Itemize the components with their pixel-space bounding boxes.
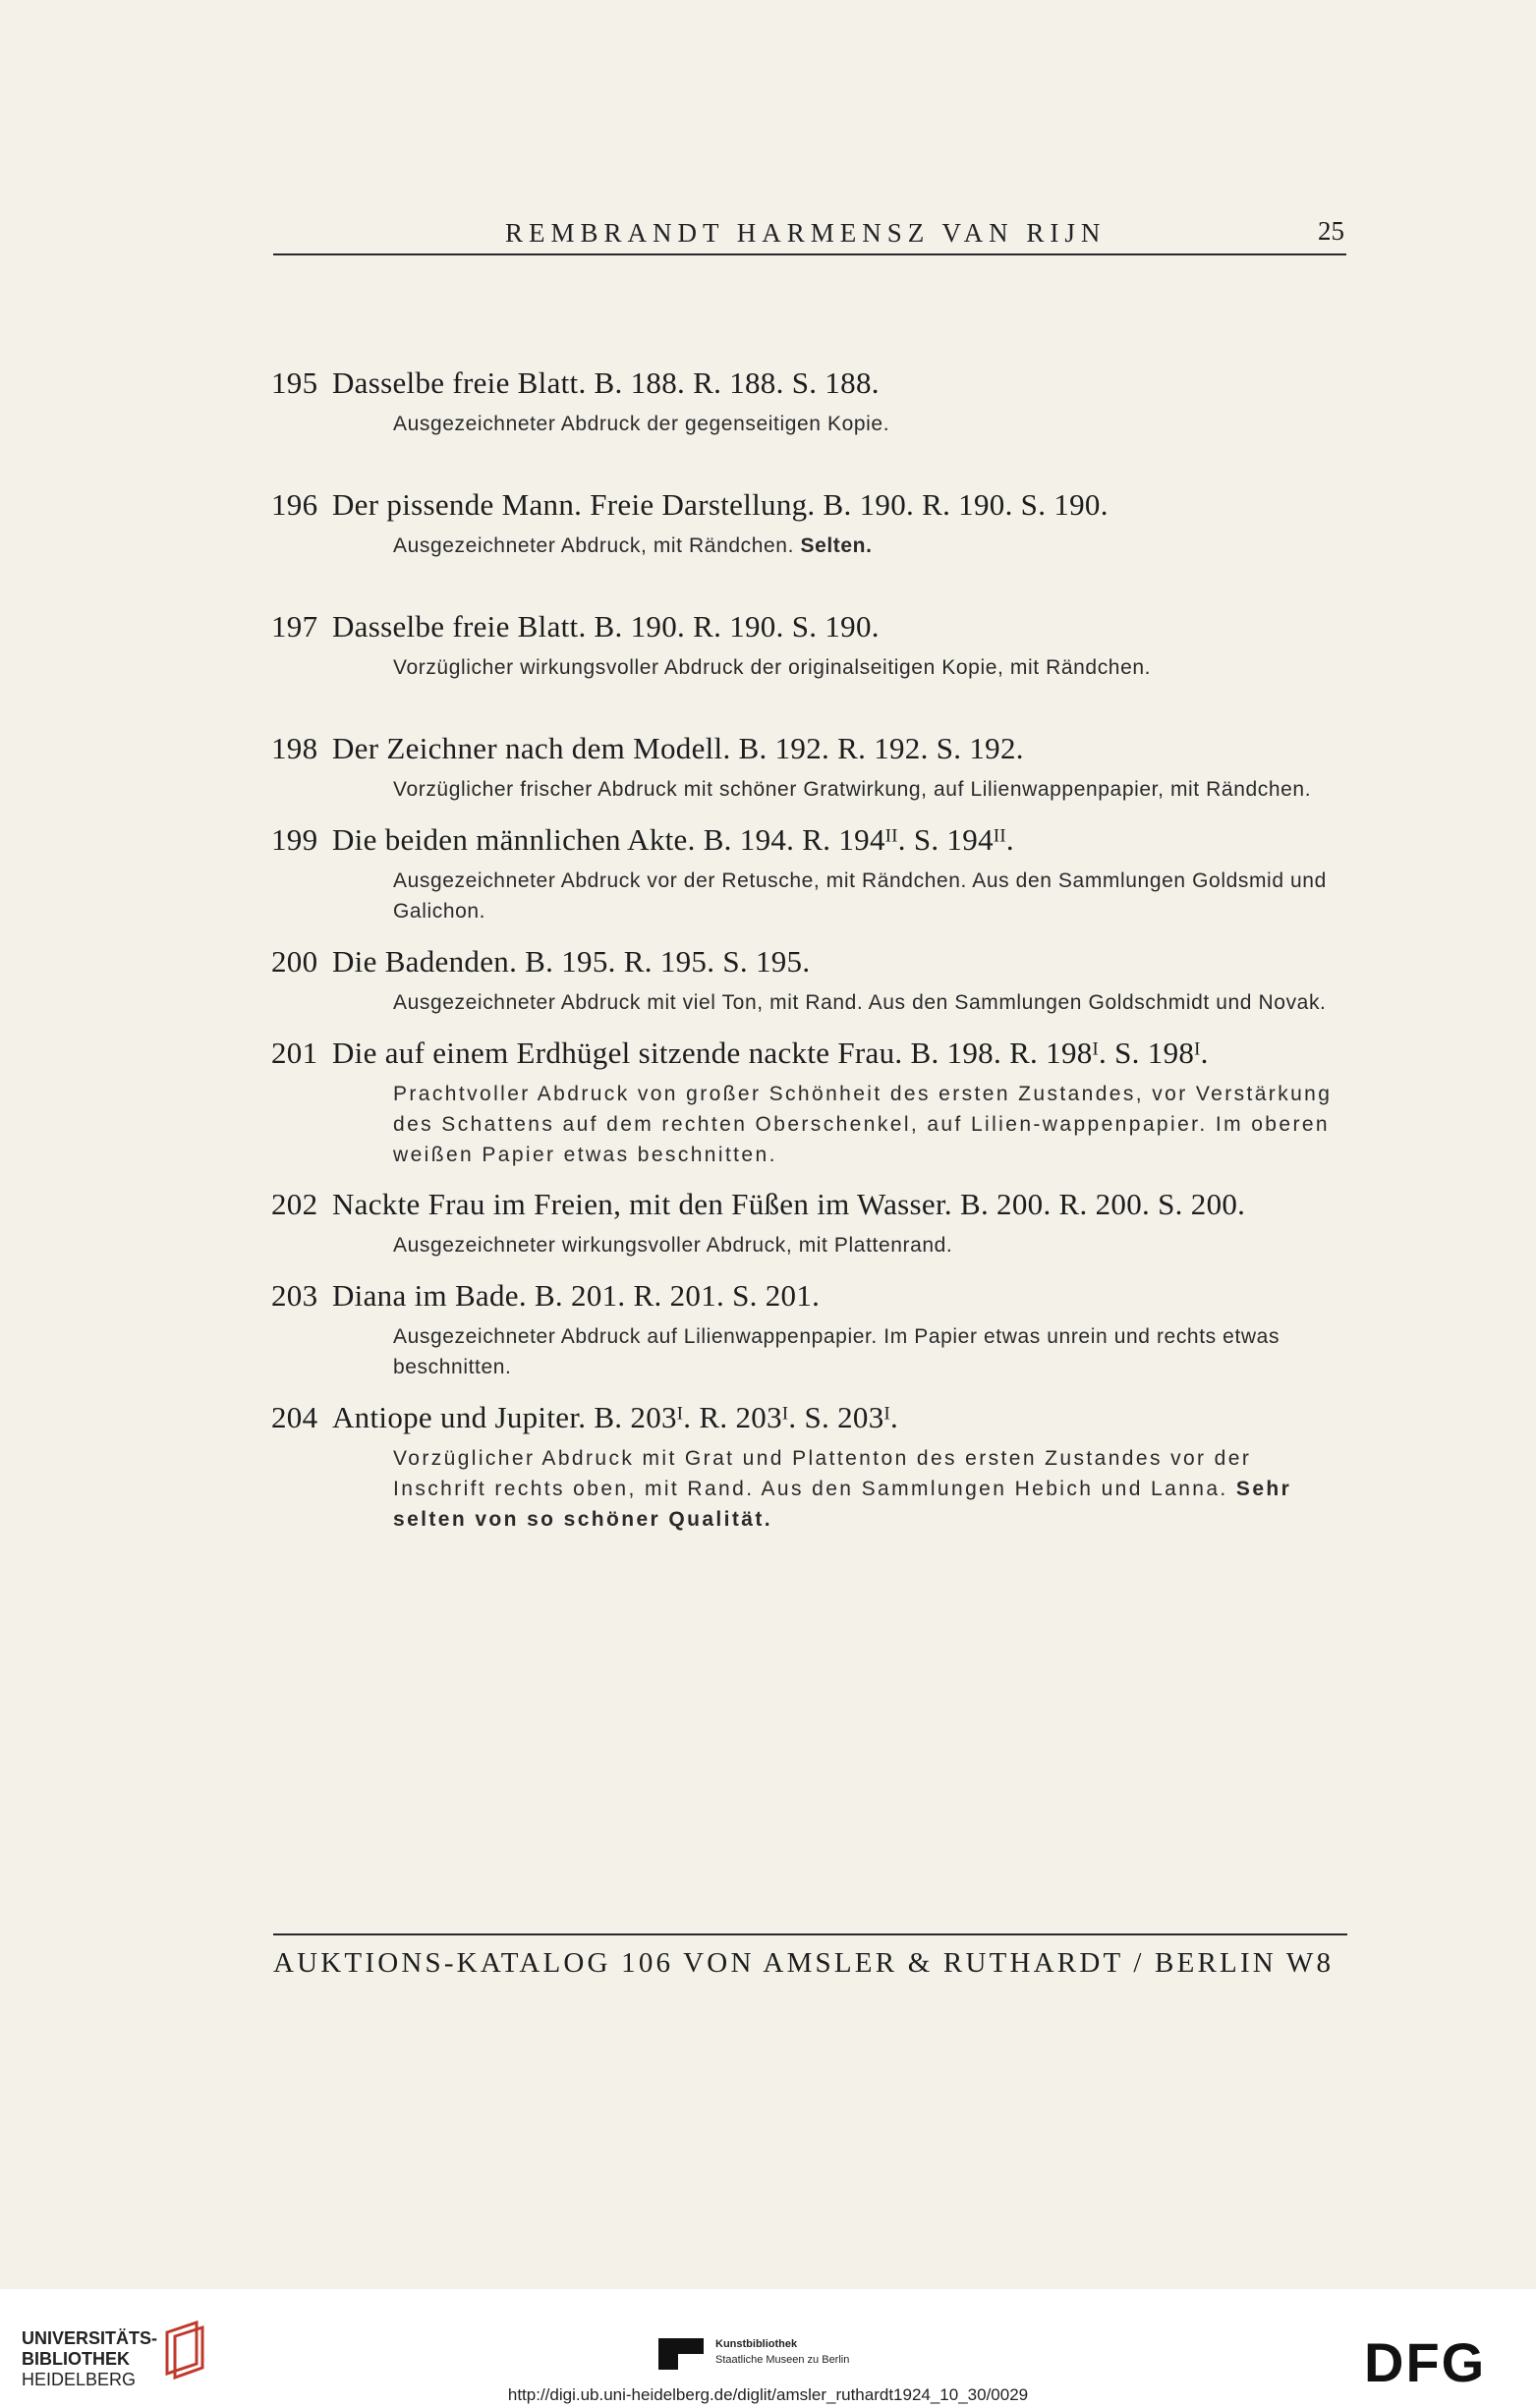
ub-logo-line: UNIVERSITÄTS- xyxy=(22,2328,158,2348)
lot-title-text: Der pissende Mann. Freie Darstellung. B. 190. R. 190. S. 190. xyxy=(332,487,1109,522)
running-header xyxy=(273,214,1346,255)
lot-description: Ausgezeichneter Abdruck vor der Retusche, mit Rändchen. Aus den Sammlungen Goldsmid und Galichon. xyxy=(393,869,1327,923)
lot-number: 199 xyxy=(271,822,318,857)
lot-number: 196 xyxy=(271,487,318,522)
lot-description: Ausgezeichneter Abdruck auf Lilienwappenpapier. Im Papier etwas unrein und rechts etwas beschnitten. xyxy=(393,1325,1280,1378)
kunstbibliothek-logo-icon xyxy=(656,2336,708,2372)
lot-title-text: Dasselbe freie Blatt. B. 188. R. 188. S. 188. xyxy=(332,365,880,400)
lot-title xyxy=(271,1398,1352,1437)
lot-entry xyxy=(271,942,1352,1018)
lot-description: Ausgezeichneter wirkungsvoller Abdruck, mit Plattenrand. xyxy=(393,1234,953,1257)
footer-rule xyxy=(273,1933,1347,1935)
lot-description-text: Ausgezeichneter Abdruck, mit Rändchen. xyxy=(393,534,795,557)
lot-description-emphasis: Selten. xyxy=(800,534,873,557)
lot-title xyxy=(271,364,1352,403)
lot-list xyxy=(271,364,1352,1531)
library-bar xyxy=(0,2289,1536,2408)
lot-title-text: Die beiden männlichen Akte. B. 194. R. 194ᴵᴵ. S. 194ᴵᴵ. xyxy=(332,822,1014,857)
lot-title xyxy=(271,729,1352,768)
lot-entry xyxy=(271,729,1352,805)
lot-title-text: Diana im Bade. B. 201. R. 201. S. 201. xyxy=(332,1278,821,1313)
lot-title-text: Der Zeichner nach dem Modell. B. 192. R. 192. S. 192. xyxy=(332,731,1024,765)
lot-description-text: Vorzüglicher Abdruck mit Grat und Plattenton des ersten Zustandes vor der Inschrift rechts oben, mit Rand. Aus den Sammlungen Hebich und Lanna. xyxy=(393,1447,1252,1500)
lot-title-text: Die auf einem Erdhügel sitzende nackte Frau. B. 198. R. 198ᴵ. S. 198ᴵ. xyxy=(332,1036,1209,1070)
lot-title xyxy=(271,1185,1352,1224)
lot-description: Vorzüglicher frischer Abdruck mit schöner Gratwirkung, auf Lilienwappenpapier, mit Rändchen. xyxy=(393,778,1312,801)
running-title: REMBRANDT HARMENSZ VAN RIJN xyxy=(505,218,1107,248)
kunstbibliothek-label xyxy=(715,2336,849,2368)
ub-heidelberg-logo[interactable] xyxy=(22,2328,157,2390)
page-number: 25 xyxy=(1318,216,1344,246)
lot-description: Ausgezeichneter Abdruck mit viel Ton, mit Rand. Aus den Sammlungen Goldschmidt und Novak. xyxy=(393,991,1327,1014)
dfg-logo: DFG xyxy=(1364,2331,1487,2393)
ub-logo-line: HEIDELBERG xyxy=(22,2370,137,2389)
lot-description-emphasis: Sehr selten von so schöner Qualität. xyxy=(393,1478,1292,1531)
ub-heidelberg-mark-icon xyxy=(157,2319,212,2381)
lot-entry xyxy=(271,820,1352,926)
lot-number: 200 xyxy=(271,944,318,979)
lot-title xyxy=(271,942,1352,981)
lot-title-text: Die Badenden. B. 195. R. 195. S. 195. xyxy=(332,944,811,979)
lot-title xyxy=(271,1034,1352,1073)
lot-entry xyxy=(271,364,1352,439)
catalog-footer: AUKTIONS-KATALOG 106 VON AMSLER & RUTHARDT / BERLIN W8 xyxy=(273,1947,1335,1979)
lot-title xyxy=(271,820,1352,860)
kb-label-line: Staatliche Museen zu Berlin xyxy=(715,2354,850,2366)
lot-title-text: Nackte Frau im Freien, mit den Füßen im Wasser. B. 200. R. 200. S. 200. xyxy=(332,1187,1246,1221)
lot-number: 198 xyxy=(271,731,318,765)
lot-number: 197 xyxy=(271,609,318,644)
lot-title xyxy=(271,607,1352,646)
lot-entry xyxy=(271,1398,1352,1535)
lot-number: 201 xyxy=(271,1036,318,1070)
lot-entry xyxy=(271,1185,1352,1260)
lot-entry xyxy=(271,607,1352,683)
lot-description: Ausgezeichneter Abdruck der gegenseitigen Kopie. xyxy=(393,413,890,435)
lot-description xyxy=(393,1443,1351,1535)
lot-description: Vorzüglicher wirkungsvoller Abdruck der originalseitigen Kopie, mit Rändchen. xyxy=(393,656,1152,679)
lot-number: 203 xyxy=(271,1278,318,1313)
lot-title xyxy=(271,1276,1352,1316)
ub-logo-line: BIBLIOTHEK xyxy=(22,2349,130,2369)
lot-title-text: Dasselbe freie Blatt. B. 190. R. 190. S. 190. xyxy=(332,609,880,644)
lot-description: Prachtvoller Abdruck von großer Schönheit des ersten Zustandes, vor Verstärkung des Schattens auf dem rechten Oberschenkel, auf Lilien-wappenpapier. Im oberen weißen Papier etwas beschnitten. xyxy=(393,1083,1333,1166)
lot-entry xyxy=(271,1034,1352,1170)
lot-title xyxy=(271,485,1352,525)
kb-label-line: Kunstbibliothek xyxy=(715,2338,798,2350)
permalink-url[interactable]: http://digi.ub.uni-heidelberg.de/diglit/amsler_ruthardt1924_10_30/0029 xyxy=(507,2385,1029,2404)
lot-entry xyxy=(271,485,1352,561)
lot-entry xyxy=(271,1276,1352,1382)
lot-number: 195 xyxy=(271,365,318,400)
lot-number: 202 xyxy=(271,1187,318,1221)
lot-number: 204 xyxy=(271,1400,318,1434)
lot-description xyxy=(393,531,1351,561)
lot-title-text: Antiope und Jupiter. B. 203ᴵ. R. 203ᴵ. S. 203ᴵ. xyxy=(332,1400,899,1434)
